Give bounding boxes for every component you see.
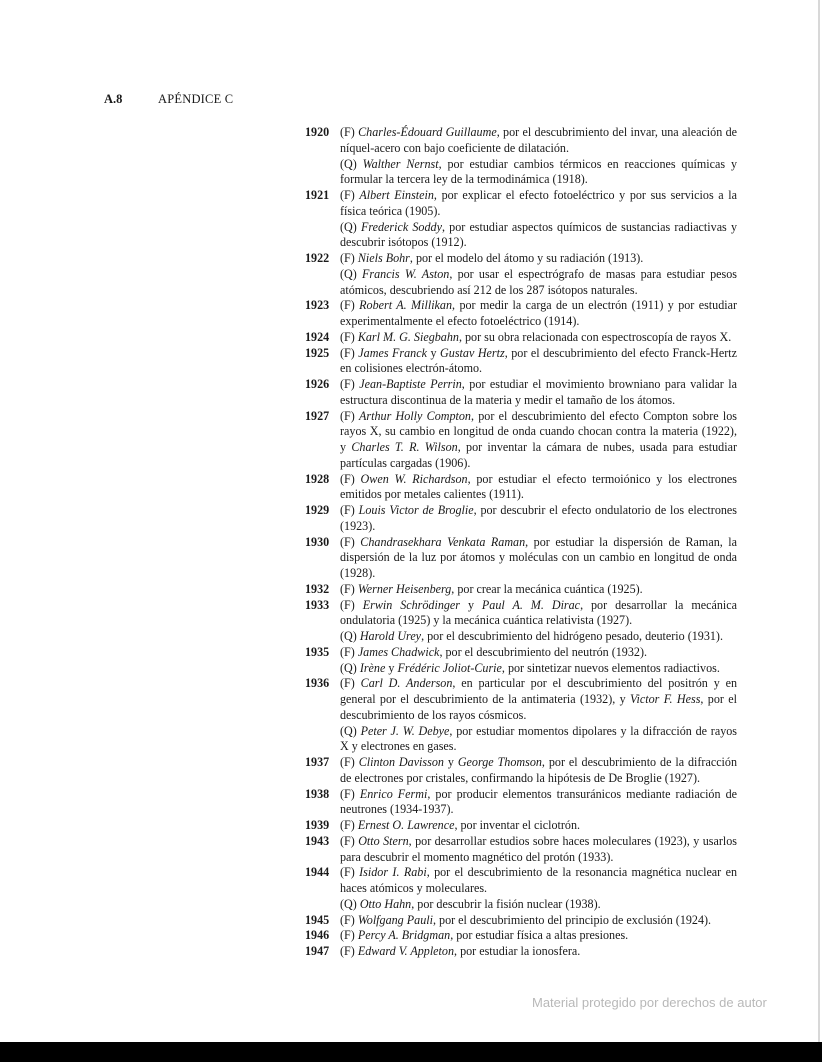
laureate-item: [340, 661, 737, 677]
year-entry: [305, 503, 737, 535]
entry-year: 1921: [305, 188, 330, 202]
laureate-item: [340, 834, 737, 866]
item-text: , en particular por el descubrimiento del positrón y en general por el descubrimiento de la antimateria (1932), y: [340, 676, 737, 706]
laureate-item: [340, 377, 737, 409]
laureate-name: Erwin Schrödinger: [362, 597, 461, 612]
item-text: y: [385, 660, 398, 675]
item-text: (Q): [340, 723, 361, 738]
year-entry: [305, 944, 737, 960]
entry-year: 1937: [305, 755, 330, 769]
item-text: (F): [340, 471, 361, 486]
laureate-name: Robert A. Millikan: [359, 298, 453, 313]
entry-year: 1933: [305, 597, 330, 612]
item-text: , por inventar el ciclotrón.: [454, 818, 581, 832]
laureate-name: Owen W. Richardson: [360, 471, 468, 486]
laureate-name: Karl M. G. Siegbahn: [357, 329, 459, 344]
entry-year: 1925: [305, 345, 330, 360]
laureate-item: [340, 346, 737, 378]
item-text: , por el descubrimiento de los rayos cósmicos.: [340, 692, 737, 722]
laureate-name: Paul A. M. Dirac: [481, 597, 581, 612]
entry-year: 1930: [305, 534, 330, 549]
laureate-item: [340, 472, 737, 504]
laureate-item: [340, 598, 737, 630]
laureate-item: [340, 944, 737, 960]
item-text: (Q): [340, 266, 362, 281]
laureate-item: [340, 188, 737, 220]
item-text: (Q): [340, 896, 360, 911]
item-text: y: [460, 597, 482, 612]
item-text: (F): [340, 833, 359, 848]
item-text: , por estudiar el movimiento browniano para validar la estructura discontinua de la materia y medir el tamaño de los átomos.: [340, 377, 737, 407]
item-text: , por el descubrimiento del neutrón (1932).: [439, 644, 647, 659]
laureate-name: Otto Stern: [358, 833, 409, 848]
entry-year: 1922: [305, 251, 330, 265]
item-text: y: [426, 345, 441, 360]
item-text: (F): [340, 298, 360, 313]
laureate-name: Charles T. R. Wilson: [351, 440, 458, 454]
laureate-name: Wolfgang Pauli: [357, 912, 433, 927]
entry-year: 1947: [305, 944, 330, 958]
laureate-item: [340, 220, 737, 252]
laureate-name: Clinton Davisson: [358, 755, 444, 769]
laureate-item: [340, 267, 737, 299]
year-entry: [305, 834, 737, 866]
laureate-item: [340, 251, 737, 267]
laureate-name: Victor F. Hess: [630, 692, 701, 706]
laureate-item: [340, 897, 737, 913]
entry-year: 1938: [305, 786, 330, 801]
laureate-name: George Thomson: [457, 755, 542, 769]
page-number: A.8: [104, 92, 123, 106]
item-text: , por inventar la cámara de nubes, usada para estudiar partículas cargadas (1906).: [340, 440, 737, 470]
entry-year: 1926: [305, 377, 330, 391]
bottom-bar: [0, 1042, 822, 1062]
year-entry: [305, 865, 737, 912]
laureate-name: Gustav Hertz: [440, 345, 505, 360]
laureate-name: Louis Victor de Broglie: [358, 503, 474, 517]
laureate-item: [340, 503, 737, 535]
item-text: (F): [340, 928, 358, 943]
item-text: (F): [340, 581, 358, 596]
item-text: , por el descubrimiento del invar, una aleación de níquel-acero con bajo coeficiente de dilatación.: [340, 125, 737, 155]
item-text: , por su obra relacionada con espectroscopía de rayos X.: [458, 329, 732, 344]
laureate-item: [340, 582, 737, 598]
laureate-item: [340, 913, 737, 929]
laureate-item: [340, 928, 737, 944]
laureate-name: Carl D. Anderson: [360, 676, 453, 691]
item-text: (F): [340, 345, 359, 360]
laureate-name: Frederick Soddy: [360, 219, 442, 234]
item-text: (F): [340, 597, 363, 612]
nobel-prize-list: [305, 125, 737, 960]
item-text: , por explicar el efecto fotoeléctrico y por sus servicios a la física teórica (1905).: [340, 188, 738, 218]
item-text: (F): [340, 676, 361, 691]
item-text: (Q): [340, 660, 360, 675]
year-entry: [305, 188, 737, 251]
item-text: , por estudiar aspectos químicos de sustancias radiactivas y descubrir isótopos (1912).: [340, 219, 737, 250]
item-text: , por sintetizar nuevos elementos radiactivos.: [501, 660, 720, 675]
laureate-name: Isidor I. Rabi: [359, 865, 427, 880]
entry-year: 1923: [305, 298, 330, 313]
laureate-name: Otto Hahn: [359, 896, 412, 911]
laureate-name: Edward V. Appleton: [357, 944, 455, 958]
item-text: (Q): [340, 156, 363, 171]
item-text: , por estudiar física a altas presiones.: [450, 928, 629, 943]
laureate-item: [340, 629, 737, 645]
entry-year: 1920: [305, 125, 330, 139]
item-text: , por estudiar momentos dipolares y la difracción de rayos X y electrones en gases.: [340, 723, 737, 754]
laureate-item: [340, 676, 737, 723]
item-text: , por descubrir la fisión nuclear (1938).: [411, 896, 601, 911]
laureate-item: [340, 818, 737, 834]
item-text: , por desarrollar la mecánica ondulatoria (1925) y la mecánica cuántica relativista (1927).: [340, 597, 738, 628]
laureate-name: Irène: [359, 660, 386, 675]
item-text: , por el descubrimiento del efecto Compton sobre los rayos X, su cambio en longitud de onda cuando chocan contra la materia (1922), y: [340, 408, 737, 454]
entry-year: 1929: [305, 503, 330, 517]
year-entry: [305, 582, 737, 598]
item-text: (F): [340, 377, 360, 391]
laureate-name: Chandrasekhara Venkata Raman: [360, 534, 526, 549]
item-text: , por estudiar el efecto termoiónico y los electrones emitidos por metales calientes (1911).: [340, 471, 737, 502]
laureate-item: [340, 535, 737, 582]
laureate-name: Peter J. W. Debye: [360, 723, 450, 738]
year-entry: [305, 913, 737, 929]
year-entry: [305, 535, 737, 582]
laureate-name: Charles-Édouard Guillaume: [358, 125, 497, 139]
item-text: (F): [340, 125, 359, 139]
item-text: , por crear la mecánica cuántica (1925).: [451, 581, 643, 596]
item-text: (F): [340, 818, 358, 832]
laureate-name: Harold Urey: [359, 629, 422, 643]
laureate-name: Percy A. Bridgman: [357, 928, 451, 943]
entry-year: 1943: [305, 833, 330, 848]
item-text: (F): [340, 329, 358, 344]
item-text: (F): [340, 534, 361, 549]
item-text: (F): [340, 188, 360, 202]
year-entry: [305, 346, 737, 378]
item-text: (F): [340, 865, 360, 880]
laureate-name: James Chadwick: [357, 644, 440, 659]
item-text: (F): [340, 944, 358, 958]
item-text: y: [443, 755, 458, 769]
year-entry: [305, 472, 737, 504]
item-text: , por usar el espectrógrafo de masas para estudiar pesos atómicos, descubriendo así 212 de los 287 isótopos naturales.: [340, 266, 737, 297]
entry-year: 1928: [305, 471, 330, 486]
laureate-item: [340, 409, 737, 472]
item-text: , por estudiar la ionosfera.: [454, 944, 581, 958]
item-text: , por descubrir el efecto ondulatorio de los electrones (1923).: [340, 503, 737, 533]
year-entry: [305, 377, 737, 409]
laureate-item: [340, 645, 737, 661]
year-entry: [305, 330, 737, 346]
entry-year: 1944: [305, 865, 330, 880]
laureate-name: Albert Einstein: [359, 188, 434, 202]
laureate-name: Niels Bohr: [357, 251, 410, 265]
entry-year: 1927: [305, 408, 330, 423]
laureate-item: [340, 298, 737, 330]
entry-year: 1939: [305, 818, 330, 832]
year-entry: [305, 928, 737, 944]
item-text: (F): [340, 251, 358, 265]
item-text: (F): [340, 503, 359, 517]
item-text: , por el modelo del átomo y su radiación (1913).: [409, 251, 644, 265]
laureate-name: Walther Nernst: [362, 156, 439, 171]
laureate-item: [340, 787, 737, 819]
item-text: , por desarrollar estudios sobre haces moleculares (1923), y usarlos para descubrir el momento magnético del protón (1933).: [340, 833, 737, 864]
year-entry: [305, 598, 737, 645]
laureate-item: [340, 755, 737, 787]
year-entry: [305, 125, 737, 188]
laureate-name: Frédéric Joliot-Curie: [397, 660, 502, 675]
entry-year: 1946: [305, 928, 330, 943]
item-text: (F): [340, 644, 358, 659]
laureate-item: [340, 724, 737, 756]
year-entry: [305, 251, 737, 298]
item-text: , por estudiar cambios térmicos en reacciones químicas y formular la tercera ley de la termodinámica (1918).: [340, 156, 737, 187]
copyright-watermark: Material protegido por derechos de autor: [532, 995, 767, 1010]
laureate-name: Ernest O. Lawrence: [357, 818, 455, 832]
item-text: (Q): [340, 629, 360, 643]
item-text: , por el descubrimiento del hidrógeno pesado, deuterio (1931).: [421, 629, 723, 643]
year-entry: [305, 755, 737, 787]
laureate-name: James Franck: [358, 345, 427, 360]
entry-year: 1945: [305, 912, 330, 927]
item-text: (F): [340, 408, 360, 423]
laureate-item: [340, 330, 737, 346]
entry-year: 1924: [305, 329, 330, 344]
item-text: , por el descubrimiento de la resonancia magnética nuclear en haces atómicos y moleculares.: [340, 865, 737, 895]
laureate-item: [340, 125, 737, 157]
laureate-name: Arthur Holly Compton: [359, 408, 471, 423]
item-text: , por producir elementos transuránicos mediante radiación de neutrones (1934-1937).: [340, 786, 737, 817]
entry-year: 1936: [305, 676, 330, 691]
item-text: (F): [340, 786, 360, 801]
item-text: (F): [340, 755, 359, 769]
laureate-name: Jean-Baptiste Perrin: [359, 377, 462, 391]
item-text: , por estudiar la dispersión de Raman, la dispersión de la luz por átomos y moléculas con un cambio en longitud de onda (1928).: [340, 534, 737, 580]
item-text: (F): [340, 912, 358, 927]
laureate-item: [340, 865, 737, 897]
laureate-item: [340, 157, 737, 189]
item-text: , por el descubrimiento de la difracción de electrones por cristales, confirmando la hipótesis de De Broglie (1927).: [340, 755, 738, 785]
laureate-name: Werner Heisenberg: [357, 581, 452, 596]
year-entry: [305, 645, 737, 677]
year-entry: [305, 818, 737, 834]
running-header: [104, 92, 234, 107]
year-entry: [305, 787, 737, 819]
entry-year: 1935: [305, 644, 330, 659]
entry-year: 1932: [305, 581, 330, 596]
item-text: , por medir la carga de un electrón (1911) y por estudiar experimentalmente el efecto fotoeléctrico (1914).: [340, 298, 737, 328]
section-title: APÉNDICE C: [158, 92, 234, 106]
laureate-name: Francis W. Aston: [362, 266, 450, 281]
item-text: (Q): [340, 219, 361, 234]
item-text: , por el descubrimiento del efecto Franck-Hertz en colisiones electrón-átomo.: [340, 345, 737, 376]
year-entry: [305, 298, 737, 330]
item-text: , por el descubrimiento del principio de exclusión (1924).: [432, 912, 712, 927]
year-entry: [305, 676, 737, 755]
year-entry: [305, 409, 737, 472]
laureate-name: Enrico Fermi: [359, 786, 428, 801]
